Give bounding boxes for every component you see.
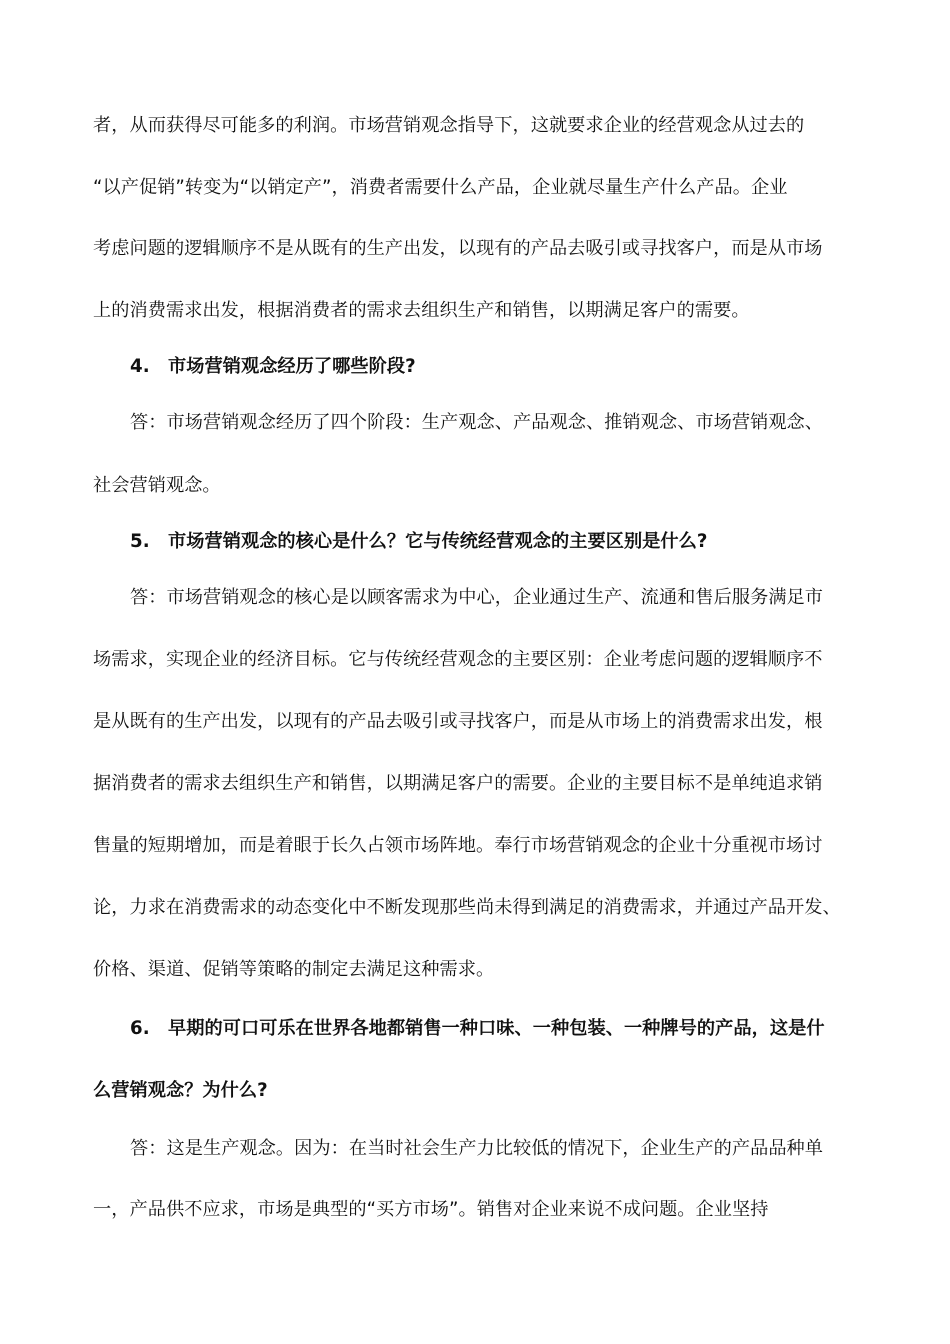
text-line: “以产促销”转变为“以销定产”，消费者需要什么产品，企业就尽量生产什么产品。企业	[93, 177, 788, 198]
answer-line: 社会营销观念。	[93, 475, 221, 496]
answer-line: 是从既有的生产出发，以现有的产品去吸引或寻找客户，而是从市场上的消费需求出发，根	[93, 711, 823, 732]
answer-line: 场需求，实现企业的经济目标。它与传统经营观念的主要区别：企业考虑问题的逻辑顺序不	[93, 649, 823, 670]
question-heading-5	[93, 529, 900, 555]
question-text: 市场营销观念经历了哪些阶段?	[168, 356, 416, 377]
answer-line: 答：市场营销观念经历了四个阶段：生产观念、产品观念、推销观念、市场营销观念、	[130, 412, 824, 433]
answer-line: 论，力求在消费需求的动态变化中不断发现那些尚未得到满足的消费需求，并通过产品开发、	[93, 897, 841, 918]
answer-line: 价格、渠道、促销等策略的制定去满足这种需求。	[93, 959, 495, 980]
question-text: 市场营销观念的核心是什么？它与传统经营观念的主要区别是什么?	[168, 531, 708, 552]
answer-line: 答：这是生产观念。因为：在当时社会生产力比较低的情况下，企业生产的产品品种单	[130, 1138, 824, 1159]
question-number: 6.	[130, 1018, 150, 1039]
text-line: 考虑问题的逻辑顺序不是从既有的生产出发，以现有的产品去吸引或寻找客户，而是从市场	[93, 238, 823, 259]
text-line: 上的消费需求出发，根据消费者的需求去组织生产和销售，以期满足客户的需要。	[93, 300, 750, 321]
question-number: 4.	[130, 356, 150, 377]
answer-line: 一，产品供不应求，市场是典型的“买方市场”。销售对企业来说不成问题。企业坚持	[93, 1199, 769, 1220]
question-number: 5.	[130, 531, 150, 552]
question-text-continued: 么营销观念？为什么?	[93, 1080, 268, 1101]
text-line: 者，从而获得尽可能多的利润。市场营销观念指导下，这就要求企业的经营观念从过去的	[93, 115, 805, 136]
question-text: 早期的可口可乐在世界各地都销售一种口味、一种包装、一种牌号的产品，这是什	[168, 1018, 825, 1039]
answer-line: 售量的短期增加，而是着眼于长久占领市场阵地。奉行市场营销观念的企业十分重视市场讨	[93, 835, 823, 856]
answer-line: 据消费者的需求去组织生产和销售，以期满足客户的需要。企业的主要目标不是单纯追求销	[93, 773, 823, 794]
question-heading-6	[93, 1016, 900, 1042]
question-heading-4	[93, 354, 900, 380]
answer-line: 答：市场营销观念的核心是以顾客需求为中心，企业通过生产、流通和售后服务满足市	[130, 587, 824, 608]
